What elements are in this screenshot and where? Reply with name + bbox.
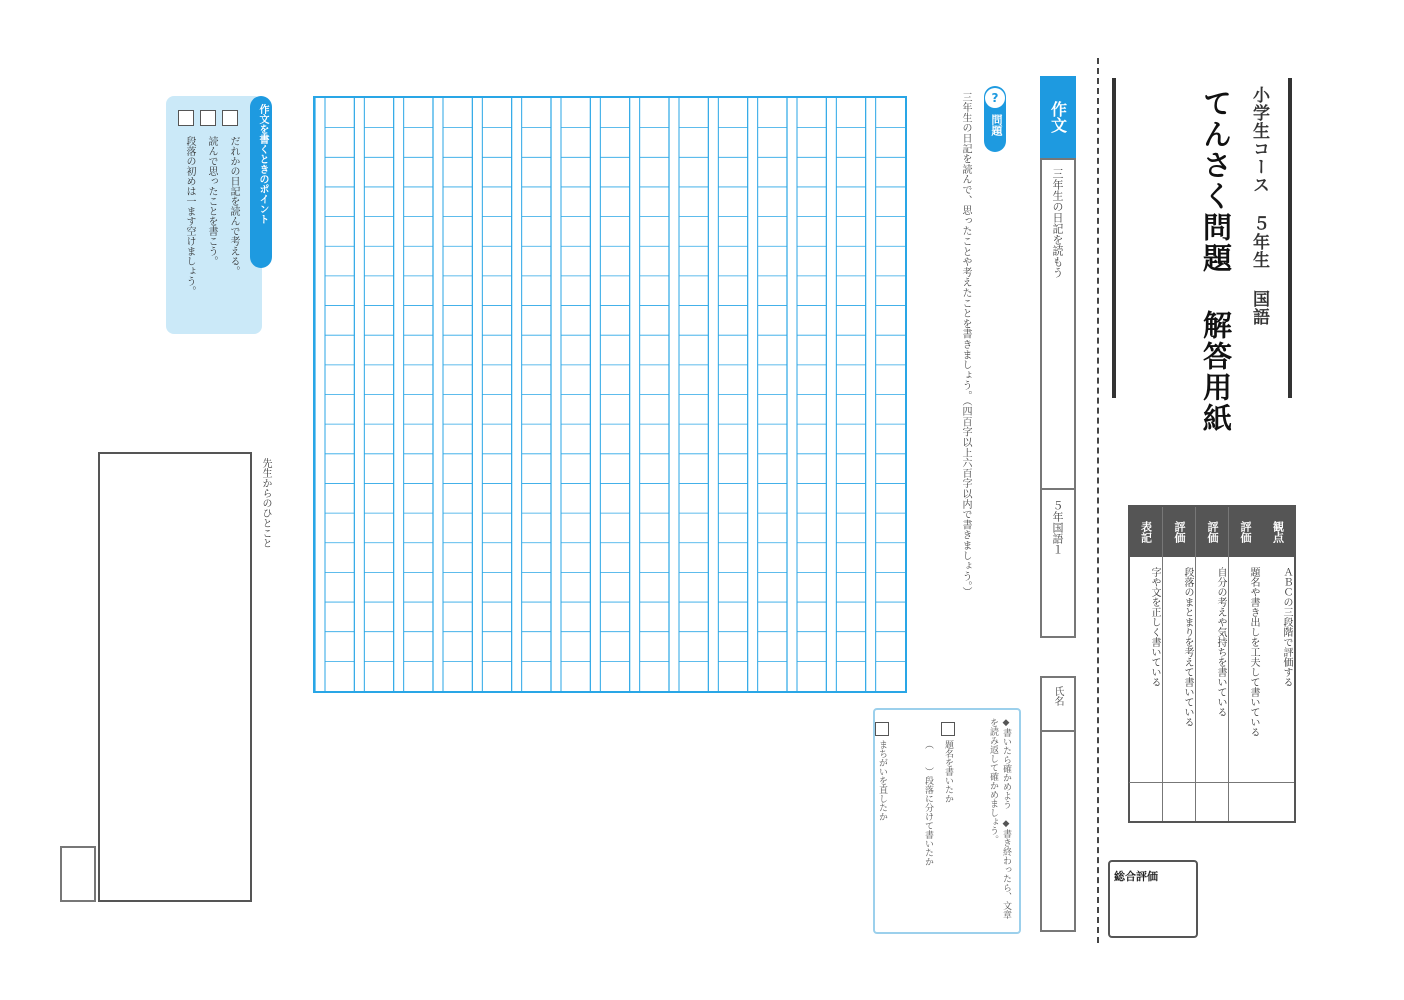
stamp-box <box>60 846 96 902</box>
eval-check-cell[interactable] <box>1261 782 1294 821</box>
hint-title: 作文を書くときのポイント <box>257 104 268 224</box>
title-rule-left <box>1112 78 1116 398</box>
eval-column-head: 観点 <box>1261 507 1294 557</box>
eval-column-head: 評価 <box>1163 507 1195 557</box>
checklist-item: まちがいを直したか <box>877 740 887 821</box>
manuscript-grid[interactable] <box>313 96 907 693</box>
checklist-checkbox[interactable] <box>941 722 955 736</box>
checklist-box <box>873 708 1021 934</box>
question-text: 三年生の日記を読んで、思ったことや考えたことを書きましょう。（四百字以上六百字以内で書きましょう。） <box>960 92 971 597</box>
eval-column-head: 表記 <box>1129 507 1162 557</box>
manuscript-grid-lines <box>315 98 905 691</box>
eval-column <box>1228 507 1261 821</box>
hint-checkbox[interactable] <box>222 110 238 126</box>
eval-column-text: 段落のまとまりを考えて書いている <box>1182 567 1193 727</box>
evaluation-table <box>1128 505 1296 823</box>
eval-check-cell[interactable] <box>1229 782 1261 821</box>
checklist-item: 題名を書いたか <box>943 740 953 803</box>
eval-column-text: 字や文を正しく書いている <box>1149 567 1160 687</box>
name-divider <box>1040 730 1076 732</box>
checklist-intro: ◆書いたら確かめよう ◆書き終わったら、文章を読み返して確かめましょう。 <box>988 718 1011 919</box>
hint-checkbox[interactable] <box>200 110 216 126</box>
page-title: てんさく問題 解答用紙 <box>1199 88 1233 434</box>
cut-line-divider <box>1097 58 1099 943</box>
hint-checkbox[interactable] <box>178 110 194 126</box>
task-code: ５年国語１ <box>1051 500 1064 555</box>
question-mark-icon: ? <box>985 88 1005 108</box>
task-divider <box>1040 488 1076 490</box>
eval-column <box>1195 507 1228 821</box>
eval-column <box>1261 507 1294 821</box>
eval-column <box>1129 507 1162 821</box>
teacher-comment-label: 先生からのひとこと <box>260 458 271 548</box>
eval-column <box>1162 507 1195 821</box>
eval-column-text: 自分の考えや気持ちを書いている <box>1215 567 1226 717</box>
eval-column-head: 評価 <box>1196 507 1228 557</box>
title-rule-right <box>1288 78 1292 398</box>
name-label: 氏名 <box>1052 686 1063 706</box>
eval-check-cell[interactable] <box>1129 782 1162 821</box>
checklist-item: （ ）段落に分けて書いたか <box>923 740 933 866</box>
eval-column-text: 題名や書き出しを工夫して書いている <box>1248 567 1259 737</box>
name-field[interactable] <box>1040 676 1076 932</box>
task-tag: 作文 <box>1040 76 1076 158</box>
question-label: 問題 <box>990 114 1003 136</box>
hint-item: だれかの日記を読んで考える。 <box>228 136 239 276</box>
hint-item: 段落の初めは一ます空けましょう。 <box>184 136 195 296</box>
eval-check-cell[interactable] <box>1163 782 1195 821</box>
checklist-checkbox[interactable] <box>875 722 889 736</box>
eval-column-head: 評価 <box>1229 507 1261 557</box>
overall-evaluation-label: 総合評価 <box>1114 870 1158 883</box>
course-label: 小学生コース ５年生 国語 <box>1249 86 1269 326</box>
hint-item: 読んで思ったことを書こう。 <box>206 136 217 266</box>
teacher-comment-box <box>98 452 252 902</box>
eval-column-text: ＡＢＣの三段階で評価する <box>1281 567 1292 687</box>
task-title: 三年生の日記を読もう <box>1051 168 1064 278</box>
eval-check-cell[interactable] <box>1196 782 1228 821</box>
